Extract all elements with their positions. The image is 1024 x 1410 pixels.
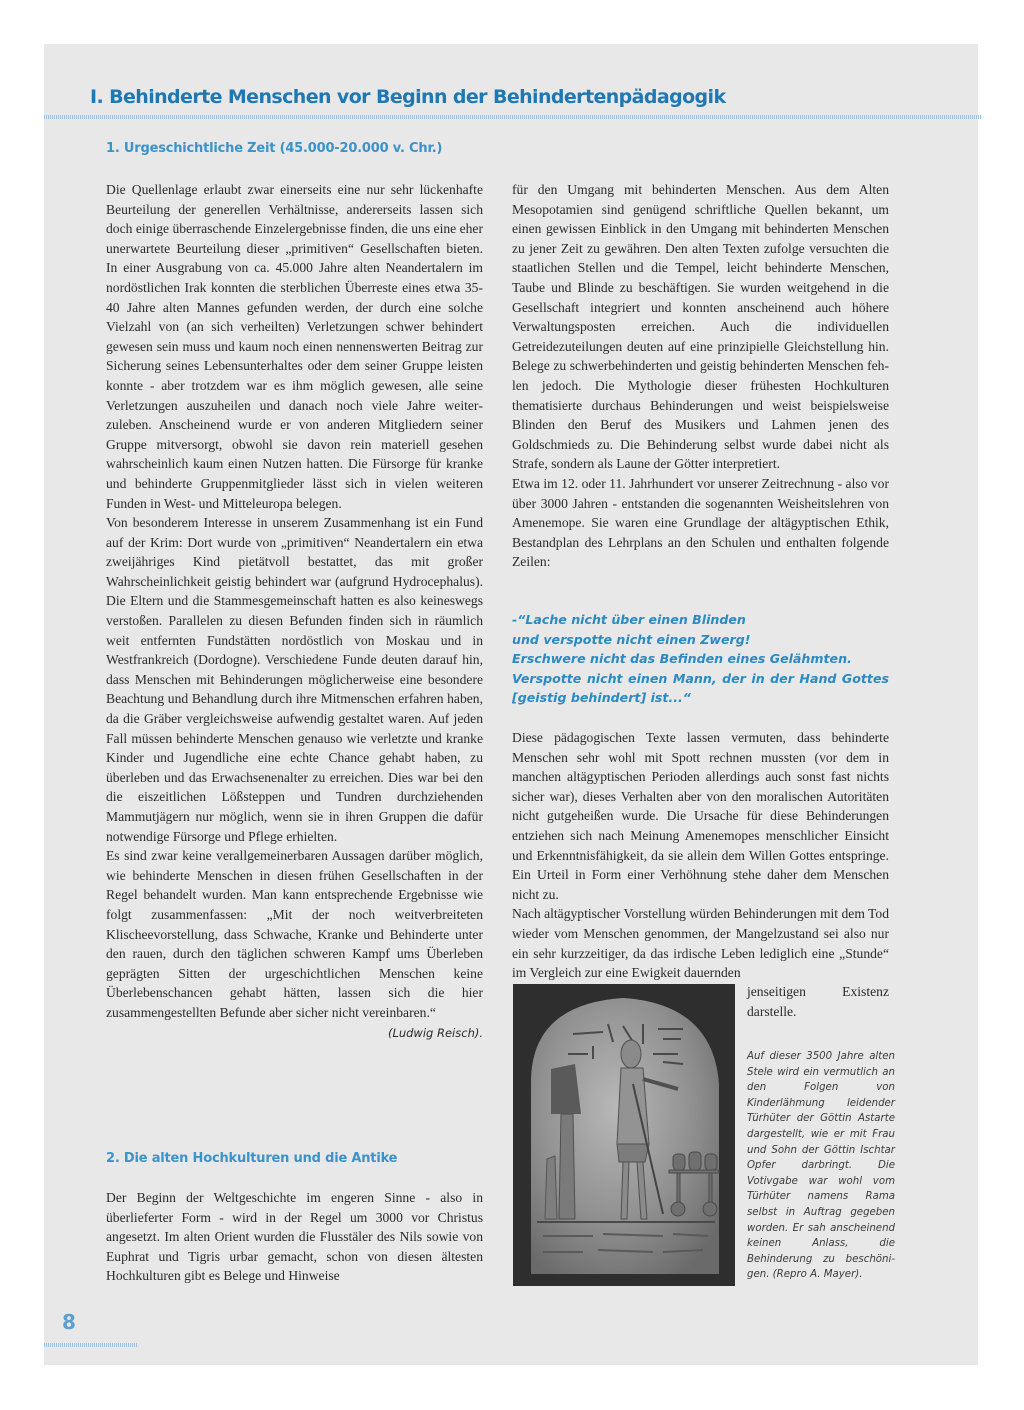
paragraph: für den Umgang mit behinderten Menschen. Aus dem Alten Mesopotamien sind genügend schriftliche Quellen bekannt, um einen gewissen Einblick in den Umgang mit behinderten Menschen zu jener Zeit zu gewähren. Den alten Texten zufolge versuchten die staatlichen Stellen und die Tempel, leicht behinderte Menschen, Taube und Blinde zu beschäftigen. Sie wurden weitgehend in die Gesellschaft integriert und konnten anscheinend auch höhere Verwaltungsposten erreichen. Auch die individuellen Getreidezuteilungen deuten auf eine prinzipielle Gleichstellung hin. Belege zu schwerbehinderten und geistig behinderten Menschen fehlen jedoch. Die Mythologie dieser frühesten Hochkulturen thematisierte durchaus Behinderungen und weist beispielsweise Blinden den Beruf des Musikers und Lahmen jenen des Goldschmieds zu. Die Behinderung selbst wurde dabei nicht als Strafe, sondern als Laune der Götter interpretiert. xyxy=(512,182,889,472)
section-2-body-right xyxy=(512,180,889,572)
quote-line: -“Lache nicht über einen Blinden xyxy=(512,612,746,627)
paragraph: Diese pädagogischen Texte lassen vermuten, dass behinderte Menschen sehr wohl mit Spott rechnen mussten (vor dem in manchen altägyptischen Perioden allerdings auch sonst fast nichts sicher war), dieses Verhalten aber von den moralischen Autoritäten nicht gutgeheißen wurde. Die Ursache für diese Behinderungen entziehen sich nach Meinung Amenemopes menschlicher Einsicht und Erkenntnisfähigkeit, da sie allein dem Willen Gottes entspringe. Ein Urteil in Form einer Verhöhnung stehe daher dem Menschen nicht zu. xyxy=(512,730,889,902)
footer-dotted-rule xyxy=(44,1343,138,1347)
header-dotted-rule xyxy=(44,115,982,119)
section-2-body-left xyxy=(106,1188,483,1286)
section-1-heading: 1. Urgeschichtliche Zeit (45.000-20.000 v. Chr.) xyxy=(106,141,443,156)
paragraph: Die Quellenlage erlaubt zwar einerseits eine nur sehr lückenhafte Beurteilung der generellen Verhältnisse, andererseits lassen sich doch einige überraschende Einzelergebnisse finden, die uns eine eher unerwartete Beurteilung dieser „primitiven“ Gesellschaften bieten. In einer Ausgrabung von ca. 45.000 Jahre alten Neandertalern im nordöstlichen Irak konnten die sterblichen Überreste eines etwa 35-40 Jahre alten Mannes gefunden werden, der durch eine solche Vielzahl von (an sich verheilten) Verletzungen schwer behindert gewesen sein muss und kaum noch einen nennenswerten Beitrag zur Sicherung seines Lebensunterhaltes oder dem seiner Gruppe leisten konnte - aber trotzdem war es ihm möglich gewesen, alle seine Verletzungen auszuheilen und danach noch viele Jahre weiterzuleben. Anscheinend wurde er von anderen Mitgliedern seiner Gruppe mitversorgt, obwohl sie davon rein materiell gesehen wahrscheinlich kaum einen Nutzen hatten. Die Fürsorge für kranke und behinderte Gruppenmitglieder lässt sich in vielen weiteren Funden in West- und Mitteleuropa belegen. xyxy=(106,182,483,511)
section-1-body xyxy=(106,180,483,1043)
paragraph: Der Beginn der Weltgeschichte im engeren Sinne - also in überlieferter Form - wird in der Regel um 3000 vor Christus angesetzt. Im alten Orient wurden die Flusstäler des Nils sowie von Euphrat und Tigris urbar gemacht, schon von diesen ältesten Hochkulturen gibt es Belege und Hinweise xyxy=(106,1190,483,1284)
section-2-body-after-quote xyxy=(512,728,889,983)
quote-line: und verspotte nicht einen Zwerg! xyxy=(512,631,751,647)
citation: (Ludwig Reisch). xyxy=(387,1025,483,1040)
paragraph: Nach altägyptischer Vorstellung würden Behinderungen mit dem Tod wieder vom Menschen genommen, der Mangelzustand sei also nur ein sehr kurzzeitiger, da das irdische Leben lediglich eine „Stunde“ im Vergleich zur eine Ewigkeit dauernden xyxy=(512,906,889,981)
paragraph: Es sind zwar keine verallgemeinerbaren Aussagen darüber möglich, wie behinderte Menschen in diesen frühen Gesellschaften in der Regel behandelt wurden. Man kann entsprechende Ergebnisse wie folgt zusammenfassen: „Mit der noch weitverbreiteten Klischeevorstellung, dass Schwache, Kranke und Behinderte unter den rauen, durch den täglichen schweren Kampf ums Überleben geprägten Sitten der urgeschichtlichen Menschen keine Überlebenschancen gehabt hätten, lassen sich die hier zusammengestellten Befunde aber sicher nicht vereinbaren.“ xyxy=(106,848,483,1020)
stele-photo xyxy=(513,984,735,1286)
stele-image-icon xyxy=(513,984,735,1286)
amenemope-quote xyxy=(512,610,889,708)
quote-line: [geistig behindert] ist...“ xyxy=(512,690,691,706)
figure-caption xyxy=(747,1049,895,1283)
section-2-heading: 2. Die alten Hochkulturen und die Antike xyxy=(106,1151,398,1166)
page-number: 8 xyxy=(62,1310,76,1334)
quote-line: Verspotte nicht einen Mann, der in der Hand Gottes xyxy=(512,670,889,686)
paragraph-tail xyxy=(747,982,889,1021)
quote-line: Erschwere nicht das Befinden eines Gelähmten. xyxy=(512,651,852,667)
chapter-title: I. Behinderte Menschen vor Beginn der Behindertenpädagogik xyxy=(90,86,726,108)
paragraph: Etwa im 12. oder 11. Jahrhundert vor unserer Zeitrechnung - also vor über 3000 Jahren - entstanden die sogenannten Weisheitslehren von Amenemope. Sie waren eine Grundlage der altägyptischen Ethik, Bestandplan des Lehrplans an den Schulen und enthalten folgende Zeilen: xyxy=(512,475,889,570)
paragraph: Von besonderem Interesse in unserem Zusammenhang ist ein Fund auf der Krim: Dort wurde von „primitiven“ Neandertalern ein etwa zweijähriges Kind pietätvoll bestattet, das mit großer Wahrscheinlichkeit geistig behindert war (aufgrund Hydrocephalus). Die Eltern und die Stammesgemeinschaft hatten es also keineswegs verstoßen. Parallelen zu diesen Befunden finden sich in räumlich weit entfernten Fundstätten nordöstlich von Moskau und in Westfrankreich (Dordogne). Verschiedene Funde deuten darauf hin, dass Menschen mit Behinderungen möglicherweise eine besondere Beachtung und Behandlung durch ihre Mitmenschen erfahren haben, da die Gräber vergleichsweise aufwendig gestaltet waren. Auf jeden Fall müssen behinderte Menschen genauso wie verletzte und kranke Kinder und Jugendliche eine echte Chance gehabt haben, zu überleben und das Erwachsenenalter zu erreichen. Dies war bei den die eiszeitlichen Lößsteppen und Tundren durchziehenden Mammutjägern nur möglich, wenn sie in ihren Gruppen die dafür notwendige Fürsorge und Pflege erhielten. xyxy=(106,515,483,844)
caption-text: Auf dieser 3500 Jahre alten Stele wird ein vermutlich an den Folgen von Kinderlähmung leidender Türhüter der Göttin Astarte dargestellt, wie er mit Frau und Sohn der Göttin Ischtar Opfer darbringt. Die Votivgabe war wohl vom Türhüter namens Rama selbst in Auftrag gegeben worden. Er sah anscheinend keinen Anlass, die Behinderung zu beschönigen. (Repro A. Mayer). xyxy=(747,1051,895,1281)
paragraph: jenseitigen Existenz darstelle. xyxy=(747,984,889,1019)
document-page xyxy=(44,44,978,1365)
